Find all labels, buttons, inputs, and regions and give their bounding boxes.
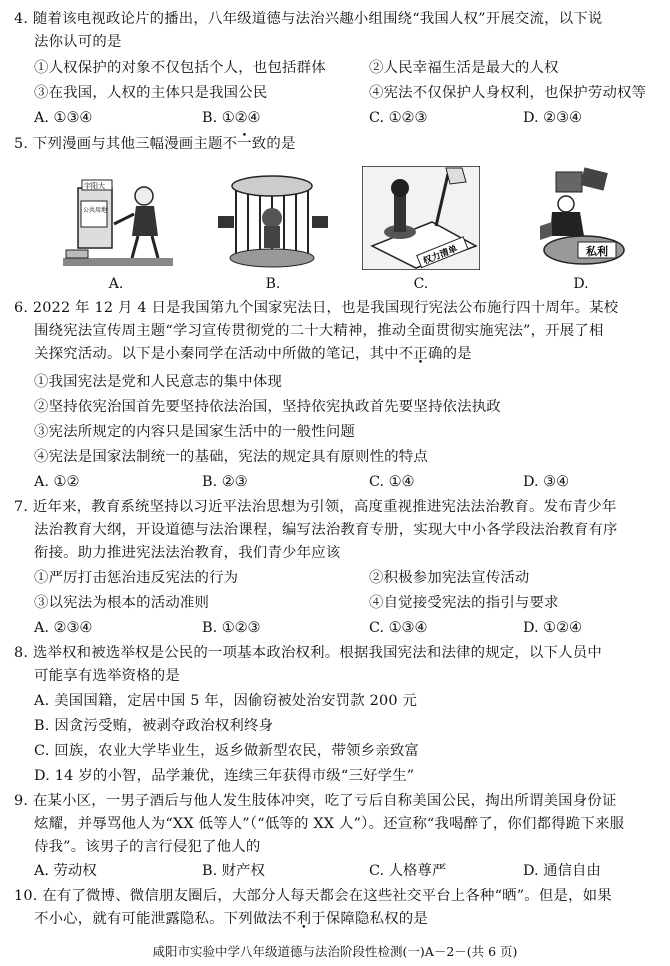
q10-stem-line1: 10. 在有了微博、微信朋友圈后，大部分人每天都会在这些社交平台上各种“晒”。但是，如果: [14, 888, 612, 904]
page-footer: 咸阳市实验中学八年级道德与法治阶段性检测(一)A－2－(共 6 页): [152, 944, 518, 959]
q6-stem-line2: 围绕宪法宣传周主题“学习宣传贯彻党的二十大精神，推动全面贯彻实施宪法”，开展了相: [34, 323, 604, 339]
q4-option-a: A. ①③④: [34, 110, 93, 126]
q6-option-a: A. ①②: [34, 474, 80, 490]
cartoon-c-image: [362, 166, 480, 270]
q8-option-d: D. 14 岁的小智，品学兼优，连续三年获得市级“三好学生”: [34, 768, 415, 784]
q4-stem-line2: 法你认可的是: [34, 34, 122, 50]
q9-option-c: C. 人格尊严: [369, 863, 447, 879]
cartoon-c-label: 权力清单: [421, 244, 460, 268]
q4-stem-line1: 4. 随着该电视政论片的播出，八年级道德与法治兴趣小组围绕“我国人权”开展交流，以下说: [14, 11, 603, 27]
q9-stem-line1: 9. 在某小区，一男子酒后与他人发生肢体冲突，吃了亏后自称美国公民，掏出所谓美国身份证: [14, 793, 617, 809]
q10-emphasis: 不利于: [282, 911, 326, 927]
q6-statement-4: ④宪法是国家法制统一的基础，宪法的规定具有原则性的特点: [34, 449, 428, 465]
q7-statement-1: ①严厉打击惩治违反宪法的行为: [34, 570, 239, 586]
cartoon-a-caption: A.: [108, 276, 124, 292]
q7-statement-2: ②积极参加宪法宣传活动: [369, 570, 530, 586]
q7-statement-4: ④自觉接受宪法的指引与要求: [369, 595, 559, 611]
q9-option-a: A. 劳动权: [34, 863, 97, 879]
q6-stem-line1: 6. 2022 年 12 月 4 日是我国第九个国家宪法日，也是我国现行宪法公布施行四十周年。某校: [14, 300, 619, 316]
cartoon-b-caption: B.: [265, 276, 281, 292]
q4-statement-3: ③在我国，人权的主体只是我国公民: [34, 85, 268, 101]
q7-option-d: D. ①②④: [523, 620, 582, 636]
q6-statement-3: ③宪法所规定的内容只是国家生活中的一般性问题: [34, 424, 355, 440]
q8-option-c: C. 回族，农业大学毕业生，返乡做新型农民，带领乡亲致富: [34, 743, 420, 759]
q6-option-d: D. ③④: [523, 474, 569, 490]
q6-statement-1: ①我国宪法是党和人民意志的集中体现: [34, 374, 283, 390]
q4-statement-4: ④宪法不仅保护人身权利，也保护劳动权等: [369, 85, 647, 101]
cartoon-c-caption: C.: [413, 276, 429, 292]
q8-option-a: A. 美国国籍，定居中国 5 年，因偷窃被处治安罚款 200 元: [34, 693, 418, 709]
q9-option-b: B. 财产权: [202, 863, 265, 879]
q6-option-b: B. ②③: [202, 474, 248, 490]
q4-option-c: C. ①②③: [369, 110, 428, 126]
cartoon-b-image: [214, 166, 332, 270]
q7-statement-3: ③以宪法为根本的活动准则: [34, 595, 210, 611]
q5-stem: 5. 下列漫画与其他三幅漫画主题不一致的是: [14, 136, 296, 152]
q7-stem-line2: 法治教育大纲，开设道德与法治课程，编写法治教育专册，实现大中小各学段法治教育有序: [34, 522, 618, 538]
q8-stem-line1: 8. 选举权和被选举权是公民的一项基本政治权利。根据我国宪法和法律的规定，以下人员中: [14, 645, 602, 661]
cartoon-d-label: 私利: [586, 245, 608, 258]
cartoon-a-sign: 宇阳大: [84, 182, 105, 190]
q7-stem-line1: 7. 近年来，教育系统坚持以习近平法治思想为引领，高度重视推进宪法法治教育。发布青少年: [14, 499, 617, 515]
q6-option-c: C. ①④: [369, 474, 415, 490]
q7-option-a: A. ②③④: [34, 620, 93, 636]
q9-stem-line2: 炫耀，并辱骂他人为“XX 低等人”（“低等的 XX 人”）。还宣称“我喝醉了，你们都得跪下来服: [34, 816, 625, 832]
q4-option-b: B. ①②④: [202, 110, 261, 126]
q6-stem-line3: 关探究活动。以下是小秦同学在活动中所做的笔记，其中不正确的是: [34, 346, 472, 362]
cartoon-a-image: [58, 166, 176, 270]
q7-stem-line3: 衔接。助力推进宪法法治教育，我们青少年应该: [34, 545, 341, 561]
q8-option-b: B. 因贪污受贿，被剥夺政治权利终身: [34, 718, 274, 734]
q9-stem-line3: 侍我”。该男子的言行侵犯了他人的: [34, 839, 261, 855]
q10-stem-line2: 不小心，就有可能泄露隐私。下列做法不利于保障隐私权的是: [34, 911, 428, 927]
q4-statement-2: ②人民幸福生活是最大的人权: [369, 60, 559, 76]
q6-statement-2: ②坚持依宪治国首先要坚持依法治国，坚持依宪执政首先要坚持依法执政: [34, 399, 501, 415]
q5-emphasis: 不一致: [222, 136, 267, 152]
q7-option-b: B. ①②③: [202, 620, 261, 636]
q4-statement-1: ①人权保护的对象不仅包括个人，也包括群体: [34, 60, 326, 76]
cartoon-a-board: 公共用地: [83, 207, 108, 214]
q6-emphasis: 不正确: [398, 346, 443, 362]
cartoon-d-caption: D.: [573, 276, 589, 292]
q4-option-d: D. ②③④: [523, 110, 582, 126]
q8-stem-line2: 可能享有选举资格的是: [34, 668, 180, 684]
q7-option-c: C. ①③④: [369, 620, 428, 636]
q9-option-d: D. 通信自由: [523, 863, 601, 879]
cartoon-d-image: [522, 166, 640, 270]
